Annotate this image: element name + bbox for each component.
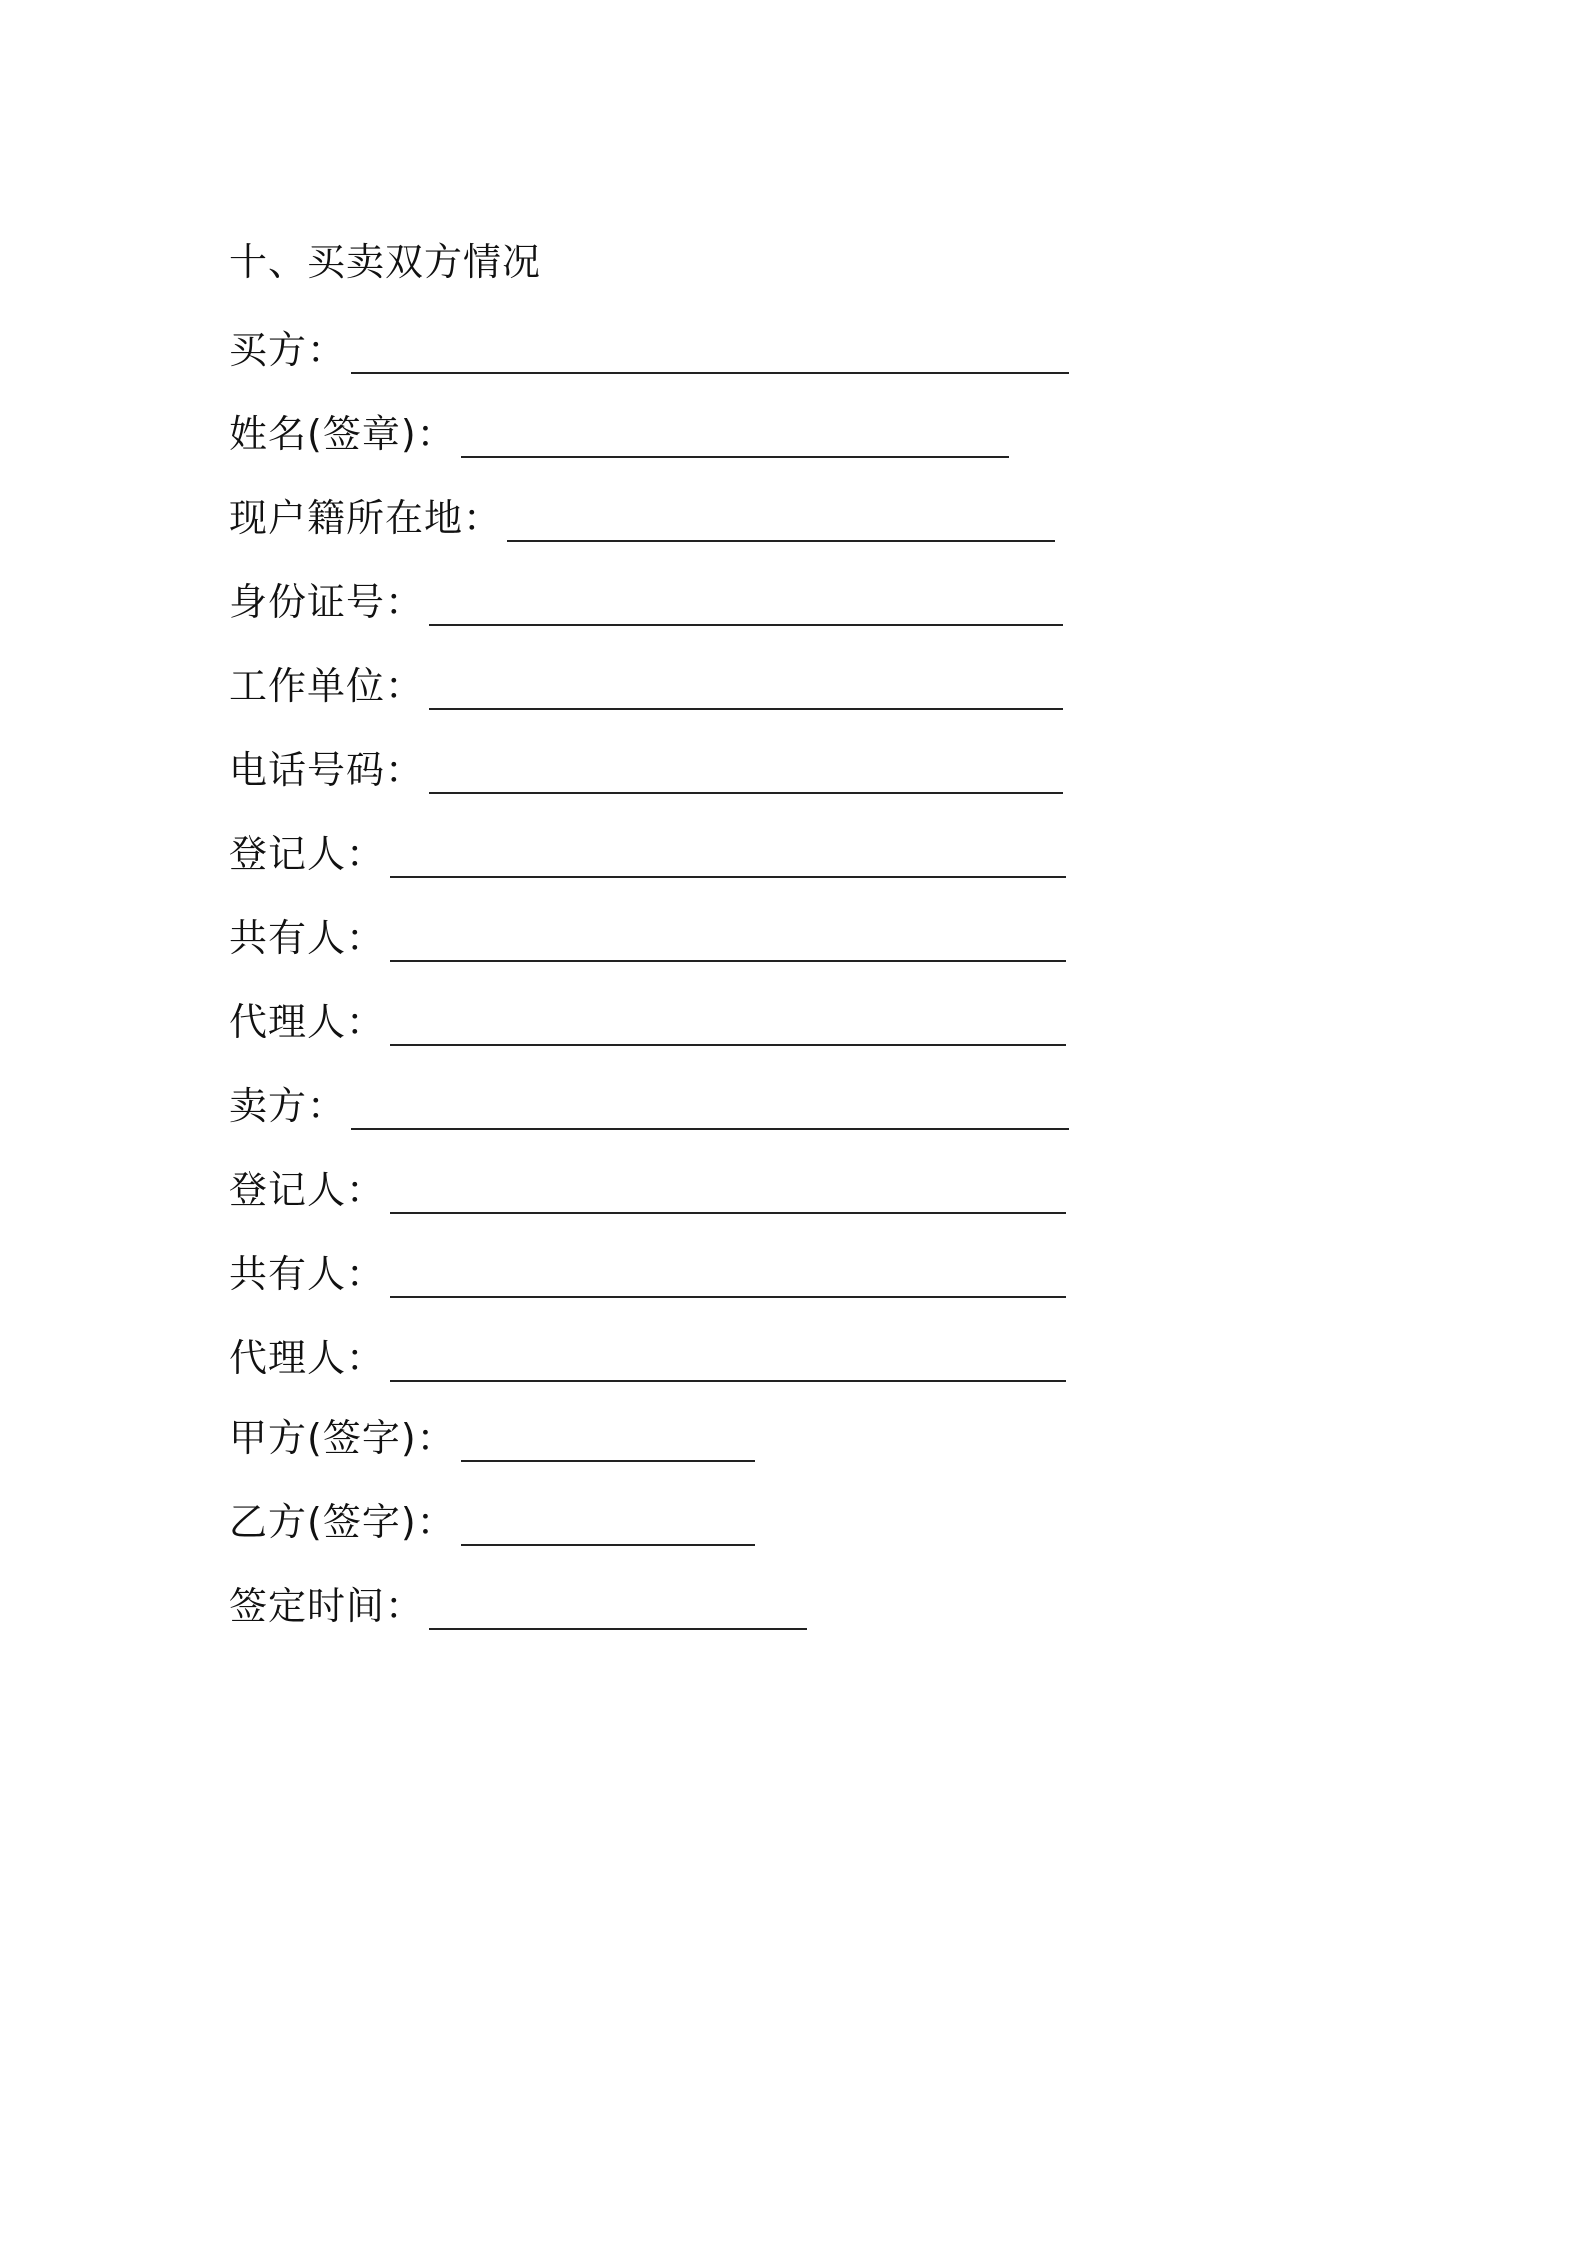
fill-in-line[interactable] (429, 1588, 807, 1630)
field-colon: ： (416, 1416, 455, 1460)
fill-in-line[interactable] (429, 752, 1063, 794)
field-party-b-signature (229, 1494, 755, 1550)
field-employer (229, 658, 1063, 714)
field-colon: ： (416, 1500, 455, 1544)
fill-in-line[interactable] (390, 1340, 1066, 1382)
field-colon: ： (307, 1084, 346, 1128)
field-label: 乙方(签字) (229, 1500, 417, 1544)
field-registrant (229, 826, 1066, 882)
field-label: 甲方(签字) (229, 1416, 417, 1460)
field-label: 代理人 (229, 1000, 347, 1044)
field-colon: ： (346, 1252, 385, 1296)
fill-in-line[interactable] (390, 836, 1066, 878)
field-name-seal (229, 406, 1009, 462)
field-seller (229, 1078, 1069, 1134)
field-label: 签定时间 (229, 1584, 386, 1628)
fill-in-line[interactable] (461, 416, 1009, 458)
field-colon: ： (346, 1000, 385, 1044)
field-colon: ： (416, 412, 455, 456)
field-signing-date (229, 1578, 807, 1634)
fill-in-line[interactable] (461, 1420, 755, 1462)
field-label: 登记人 (229, 1168, 347, 1212)
field-colon: ： (346, 1336, 385, 1380)
field-label: 共有人 (229, 916, 347, 960)
field-household-registration (229, 490, 1055, 546)
fill-in-line[interactable] (390, 920, 1066, 962)
field-colon: ： (346, 832, 385, 876)
field-colon: ： (346, 1168, 385, 1212)
field-colon: ： (385, 664, 424, 708)
fill-in-line[interactable] (507, 500, 1055, 542)
field-label: 现户籍所在地 (229, 496, 464, 540)
fill-in-line[interactable] (351, 332, 1069, 374)
field-seller-registrant (229, 1162, 1066, 1218)
field-label: 身份证号 (229, 580, 386, 624)
field-label: 卖方 (229, 1084, 308, 1128)
field-colon: ： (385, 1584, 424, 1628)
fill-in-line[interactable] (390, 1172, 1066, 1214)
field-colon: ： (346, 916, 385, 960)
fill-in-line[interactable] (429, 584, 1063, 626)
field-co-owner (229, 910, 1066, 966)
field-label: 买方 (229, 328, 308, 372)
fill-in-line[interactable] (390, 1256, 1066, 1298)
field-label: 共有人 (229, 1252, 347, 1296)
fill-in-line[interactable] (390, 1004, 1066, 1046)
field-party-a-signature (229, 1410, 755, 1466)
field-seller-co-owner (229, 1246, 1066, 1302)
field-buyer (229, 322, 1069, 378)
field-colon: ： (385, 580, 424, 624)
fill-in-line[interactable] (429, 668, 1063, 710)
field-id-number (229, 574, 1063, 630)
field-colon: ： (463, 496, 502, 540)
field-label: 代理人 (229, 1336, 347, 1380)
field-label: 电话号码 (229, 748, 386, 792)
field-seller-agent (229, 1330, 1066, 1386)
section-heading: 十、买卖双方情况 (229, 240, 542, 284)
fill-in-line[interactable] (351, 1088, 1069, 1130)
fill-in-line[interactable] (461, 1504, 755, 1546)
field-label: 工作单位 (229, 664, 386, 708)
field-label: 姓名(签章) (229, 412, 417, 456)
field-agent (229, 994, 1066, 1050)
field-colon: ： (385, 748, 424, 792)
field-phone (229, 742, 1063, 798)
field-label: 登记人 (229, 832, 347, 876)
field-colon: ： (307, 328, 346, 372)
